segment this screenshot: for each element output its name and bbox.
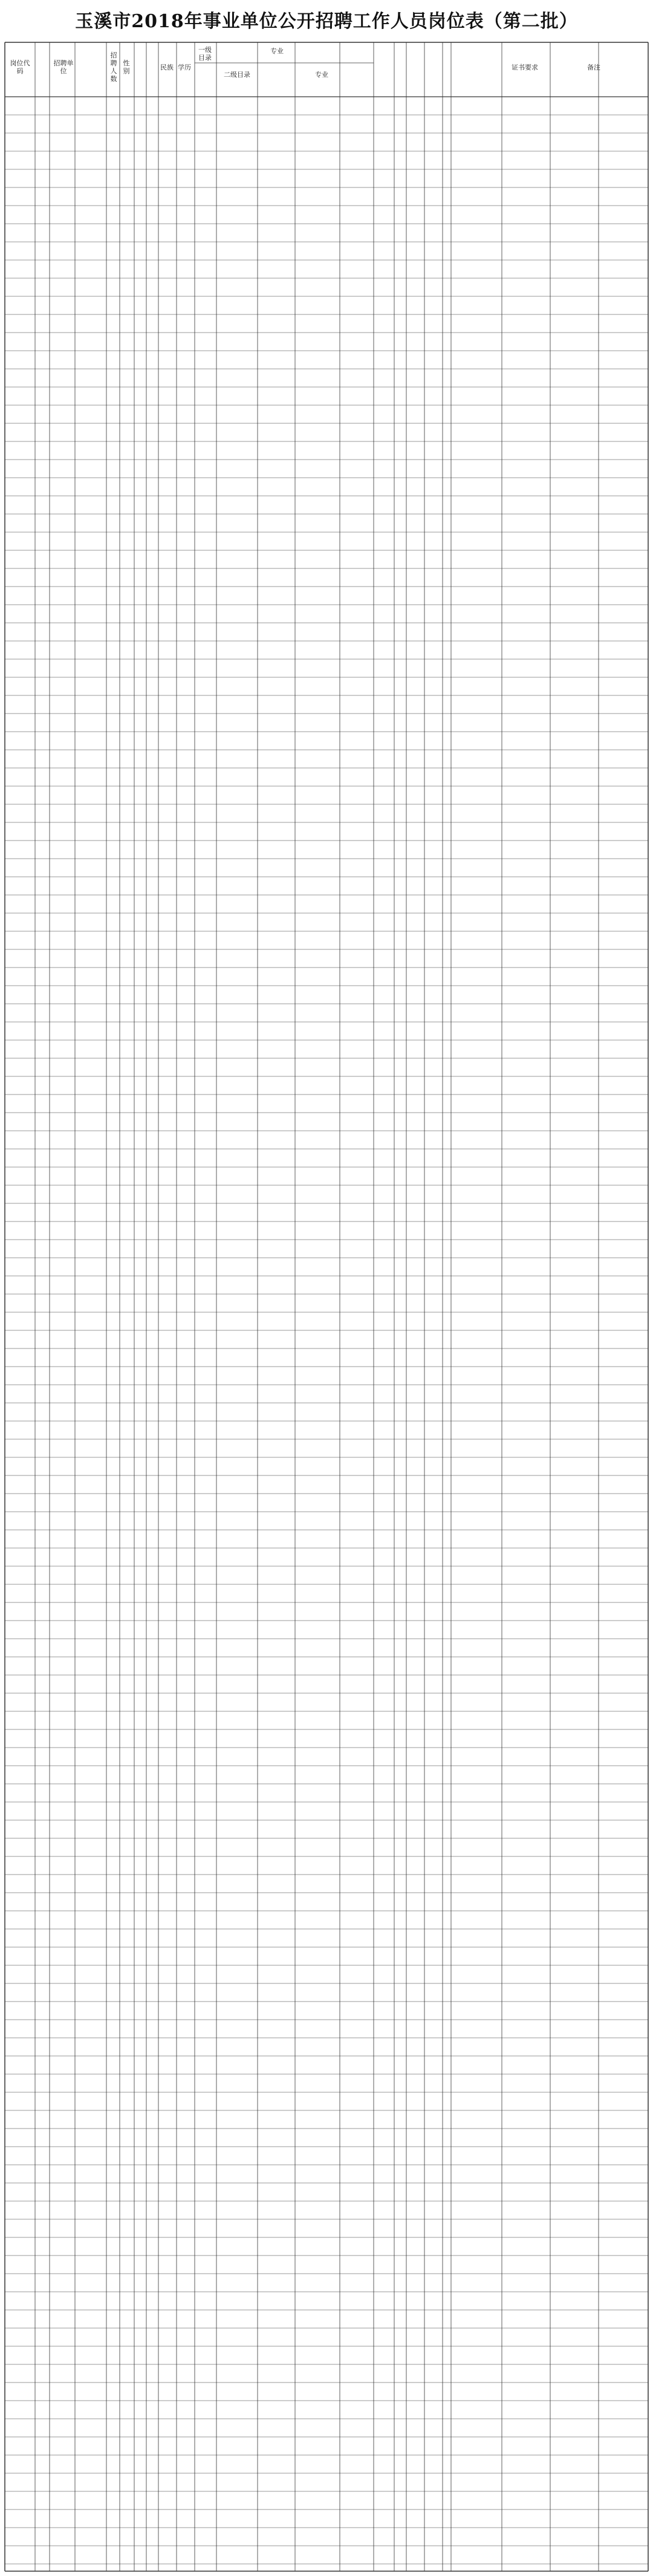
page-title: 玉溪市2018年事业单位公开招聘工作人员岗位表（第二批）	[75, 11, 578, 32]
header-note: 备注	[587, 63, 600, 71]
header-certificate: 证书要求	[512, 63, 538, 71]
header-ethnicity: 民族	[160, 63, 174, 71]
table-header	[0, 0, 653, 97]
header-major-level2: 二级目录	[224, 70, 250, 79]
header-education: 学历	[178, 63, 191, 71]
header-gender: 性别	[123, 59, 130, 75]
header-position-code: 岗位代码	[10, 59, 30, 75]
header-unit: 招聘单位	[53, 59, 74, 75]
header-major-group: 专业	[270, 47, 284, 55]
header-major-level1: 一级目录	[198, 46, 212, 62]
header-count: 招聘人数	[110, 51, 117, 83]
header-major: 专业	[315, 70, 328, 79]
